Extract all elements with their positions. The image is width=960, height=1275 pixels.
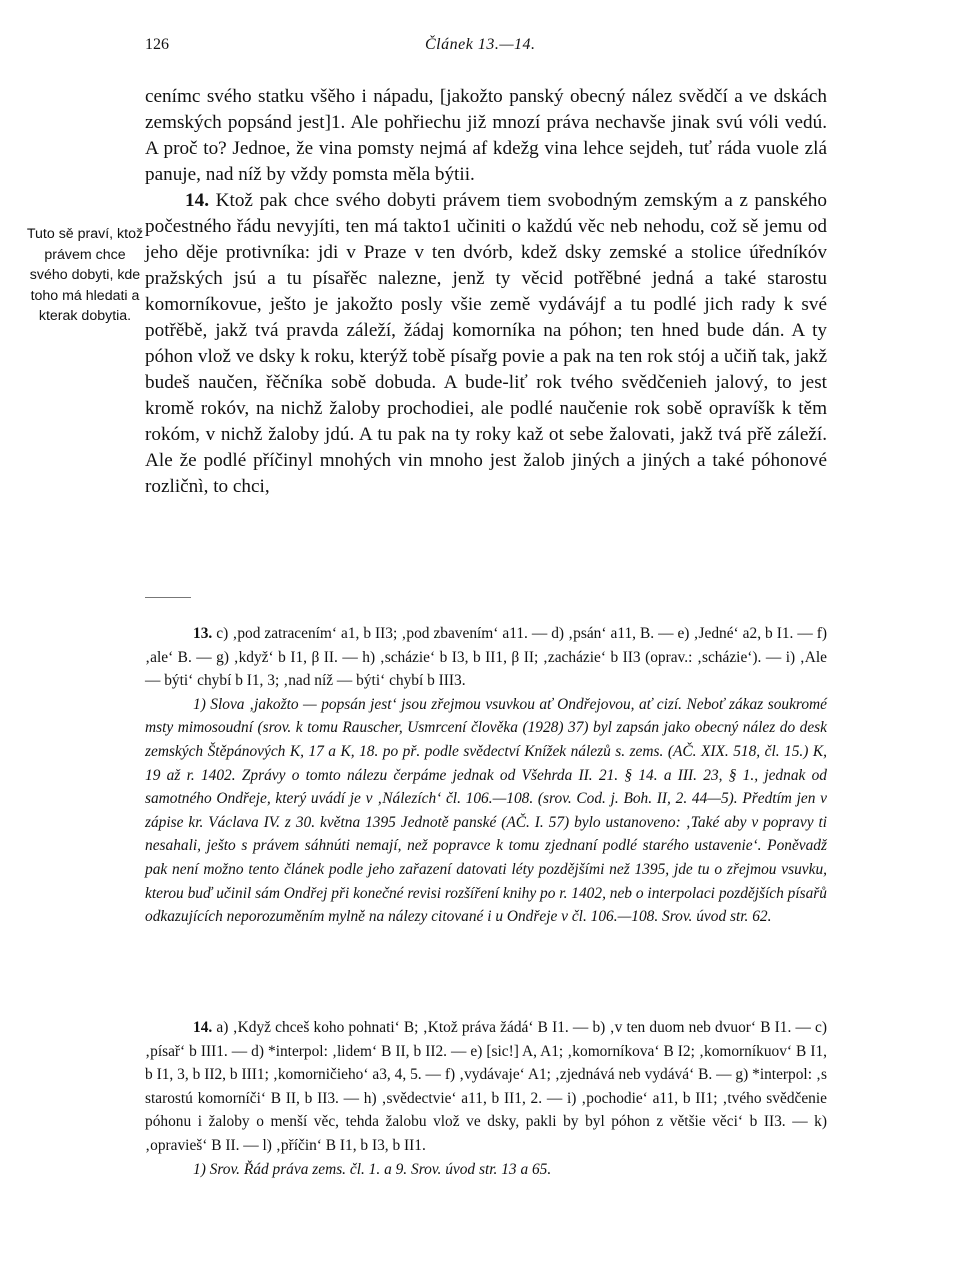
main-text xyxy=(145,84,827,500)
variants-14-text: a) ‚Když chceš koho pohnati‘ B; ‚Ktož práva žádá‘ B I1. — b) ‚v ten duom neb dvuor‘ B I1. — c) ‚písař‘ b III1. — d) *interpol: ‚lidem‘ B II, b II2. — e) [sic!] A, A1; ‚komorníkova‘ B I2; ‚komorníkuov‘ B I1, b I1, 3, b II2, b III1; ‚komorničieho‘ a3, 4, 5. — f) ‚vydávaje‘ A1; ‚zjednává neb vydává‘ B. — g) *interpol: ‚s starostú komorníči‘ B II, b II3. — h) ‚svědectvie‘ a11, b II1, 2. — i) ‚pochodie‘ a11, b II1; ‚tvého svědčenie póhonu i žaloby o menší věc, tehda žalobu vlož ve dsky, pakli by byl póhon z většie věci‘ b II3. — k) ‚opravieš‘ B II. — l) ‚příčin‘ B I1, b I3, b II1. xyxy=(145,1019,827,1154)
notes-article-13 xyxy=(145,622,827,929)
article-14-text: Ktož pak chce svého dobyti právem tiem svobodným zemským a z panského počestného řádu nevyjíti, ten má takto1 učiniti o každú věc neb nehodu, což sě jemu od jeho děje protivníka: jdi v Praze v ten dvórb, kdež dsky zemské a stolice úředníkóv pražských jsú a tu písařěc nalezne, jenž ty věcid potřěbné jedná a také starostu komorníkovue, ješto je jakožto posly všie země vydávájf a tu podlé jich rady k své potřěbě, jakž tvá pravda záleží, žádaj komorníka na póhon; ten hned bude dán. A ty póhon vlož ve dsky k roku, kterýž tobě písařg povie a pak na ten rok stój a učiň tak, jakž budeš naučen, řěčníka sobě dobuda. A bude-liť rok tvého svědčenieh jalový, to jest kromě rokóv, na nichž žaloby prochodiei, ale podlé naučenie rok sobě opravíšk k těm rokóm, v nichž žaloby jdú. A tu pak na ty roky kaž ot sebe žalovati, jakž tvá přě záleží. Ale že podlé příčinyl mnohých vin mnoho jest žalob jiných a jiných a také póhonové rozličnì, to chci, xyxy=(145,190,827,497)
margin-note: Tuto sě praví, ktož právem chce svého dobyti, kde toho má hledati a kterak dobytia. xyxy=(26,226,144,325)
article-14-number: 14. xyxy=(185,190,209,211)
variants-13-text: c) ‚pod zatracením‘ a1, b II3; ‚pod zbavením‘ a11. — d) ‚psán‘ a11, B. — e) ‚Jedné‘ a2, b I1. — f) ‚ale‘ B. — g) ‚když‘ b I1, β II. — h) ‚scházie‘ b I3, b II1, β II; ‚zacházie‘ b II3 (oprav.: ‚scházie‘). — i) ‚Ale — býti‘ chybí b I1, 3; ‚nad níž — býti‘ chybí b III3. xyxy=(145,625,827,690)
article-14-paragraph xyxy=(145,188,827,500)
footnote-13-1: 1) Slova ‚jakožto — popsán jest‘ jsou zřejmou vsuvkou ať Ondřejovou, ať cizí. Neboť zákaz soukromé msty mimosoudní (srov. k tomu Rauscher, Usmrcení člověka (1928) 37) byl zapsán jako obecný nález do desk zemských Štěpánových K, 17 a K, 18. po př. podle svědectví Knížek nálezů s. zems. (AČ. XIX. 518, čl. 15.) K, 19 až r. 1402. Zprávy o tomto nálezu čerpáme jednak od Všehrda II. 21. § 14. a III. 23, § 1., jednak od samotného Ondřeje, který uvádí je v ‚Nálezích‘ čl. 106.—108. (srov. Cod. j. Boh. II, 2. 44—5). Předtím jen v zápise kr. Václava IV. z 30. května 1395 Jednotě panské (AČ. I. 57) bylo ustanoveno: ‚Také aby v popravy ti nesahali, ješto s právem sáhnúti nemají, než popravce k tomu zjednaní podlé starého ustavenie‘. Poněvadž pak není možno tento článek podle jeho zařazení datovati léty pozdějšími než 1395, jde tu o zřejmou vsuvku, kterou buď učinil sám Ondřej při konečné revisi rozšíření knihy po r. 1402, neb o interpolaci pozdějších písařů odkazujících neporozuměním mylně na nálezy citované i u Ondřeje v čl. 106.—108. Srov. úvod str. 62. xyxy=(145,695,827,926)
footnote-14-1: 1) Srov. Řád práva zems. čl. 1. a 9. Srov. úvod str. 13 a 65. xyxy=(193,1160,552,1178)
variants-13-number: 13. xyxy=(193,625,213,642)
notes-article-14 xyxy=(145,1016,827,1181)
page-header xyxy=(145,36,825,56)
variants-13 xyxy=(145,622,827,693)
variants-14 xyxy=(145,1016,827,1158)
page-number: 126 xyxy=(145,36,169,53)
running-head: Článek 13.—14. xyxy=(425,36,536,53)
article-13-text: cenímc svého statku všěho i nápadu, [jakožto panský obecný nález svědčí a ve dskách zemských popsánd jest]1. Ale pohřiechu již mnozí práva nechavše jinak svú vóli vedú. A proč to? Jednoe, že vina pomsty nejmá af kdežg vina lehce sejdeh, tuť ráda vuole zlá panuje, nad níž by vždy pomsta měla býtii. xyxy=(145,86,827,185)
variants-14-number: 14. xyxy=(193,1019,213,1036)
footnote-divider xyxy=(145,597,191,598)
